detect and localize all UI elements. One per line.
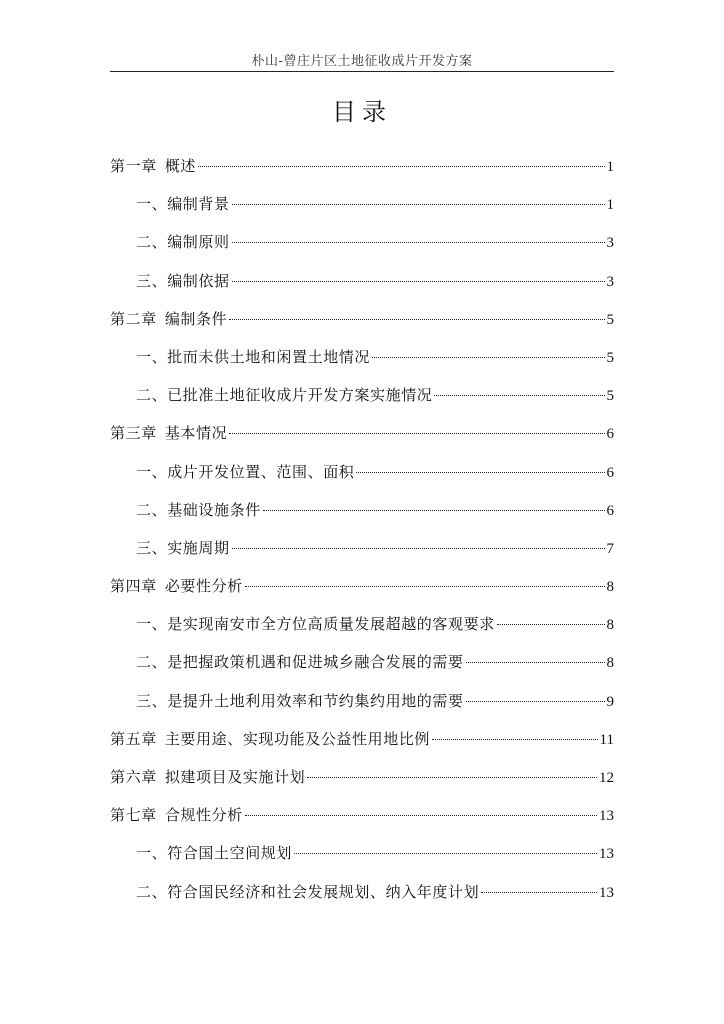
toc-entry-label	[136, 227, 230, 257]
toc-section-entry[interactable]	[110, 342, 614, 380]
running-header: 朴山-曾庄片区土地征收成片开发方案	[251, 54, 473, 69]
toc-section-entry[interactable]	[110, 533, 614, 571]
toc-entry-label	[136, 495, 261, 525]
toc-page-number: 8	[606, 579, 614, 596]
toc-entry-title: 基本情况	[164, 424, 228, 443]
toc-dot-leader	[245, 815, 597, 816]
toc-chapter-entry[interactable]	[110, 571, 614, 609]
toc-chapter-entry[interactable]	[110, 151, 614, 189]
toc-dot-leader	[466, 662, 605, 663]
toc-chapter-entry[interactable]	[110, 800, 614, 838]
toc-entry-label	[110, 724, 430, 754]
toc-page-number: 9	[606, 693, 614, 710]
toc-entry-title: 合规性分析	[164, 806, 243, 825]
toc-chapter-entry[interactable]	[110, 724, 614, 762]
toc-chapter-number: 第四章	[110, 577, 157, 596]
toc-entry-title: 必要性分析	[164, 577, 243, 596]
toc-page-number: 13	[599, 884, 614, 901]
toc-entry-label	[110, 800, 243, 830]
toc-entry-label	[136, 686, 464, 716]
toc-page-number: 11	[599, 731, 614, 748]
toc-dot-leader	[198, 166, 604, 167]
toc-chapter-entry[interactable]	[110, 762, 614, 800]
toc-entry-title: 二、是把握政策机遇和促进城乡融合发展的需要	[136, 653, 464, 672]
toc-dot-leader	[232, 548, 605, 549]
toc-entry-label	[136, 266, 230, 296]
toc-dot-leader	[229, 433, 604, 434]
toc-entry-title: 三、实施周期	[136, 538, 230, 557]
toc-dot-leader	[481, 892, 597, 893]
toc-entry-label	[110, 571, 243, 601]
toc-entry-title: 二、已批准土地征收成片开发方案实施情况	[136, 386, 433, 405]
toc-section-entry[interactable]	[110, 877, 614, 915]
header-rule	[110, 71, 614, 72]
toc-dot-leader	[263, 510, 605, 511]
toc-section-entry[interactable]	[110, 495, 614, 533]
toc-dot-leader	[497, 624, 605, 625]
toc-page-number: 6	[606, 502, 614, 519]
toc-chapter-entry[interactable]	[110, 304, 614, 342]
toc-dot-leader	[232, 204, 605, 205]
toc-section-entry[interactable]	[110, 838, 614, 876]
toc-chapter-number: 第一章	[110, 157, 157, 175]
toc-entry-label	[110, 762, 305, 792]
toc-entry-title: 一、编制背景	[136, 195, 230, 214]
toc-chapter-number: 第五章	[110, 729, 157, 748]
toc-chapter-number: 第三章	[110, 424, 157, 443]
toc-page-number: 6	[606, 464, 614, 481]
toc-chapter-number: 第七章	[110, 806, 157, 825]
toc-entry-title: 三、编制依据	[136, 271, 230, 290]
toc-dot-leader	[372, 357, 604, 358]
toc-page-number: 6	[606, 426, 614, 443]
toc-page-number: 1	[606, 197, 614, 214]
toc-entry-title: 二、基础设施条件	[136, 500, 261, 519]
toc-entry-title: 概述	[164, 157, 197, 175]
toc-dot-leader	[245, 586, 605, 587]
toc-page-number: 8	[606, 617, 614, 634]
toc-page-number: 3	[606, 235, 614, 252]
toc-chapter-number: 第二章	[110, 309, 157, 328]
toc-dot-leader	[356, 472, 604, 473]
toc-page-number: 5	[606, 388, 614, 405]
toc-section-entry[interactable]	[110, 380, 614, 418]
toc-page-number: 5	[606, 311, 614, 328]
toc-entry-label	[136, 838, 292, 868]
toc-entry-label	[110, 151, 196, 181]
toc-entry-label	[136, 647, 464, 677]
toc-entry-title: 一、是实现南安市全方位高质量发展超越的客观要求	[136, 615, 495, 634]
toc-page-number: 5	[606, 349, 614, 366]
toc-entry-title: 一、批而未供土地和闲置土地情况	[136, 347, 371, 366]
toc-entry-title: 二、符合国民经济和社会发展规划、纳入年度计划	[136, 882, 480, 901]
table-of-contents	[110, 151, 614, 915]
toc-entry-title: 一、成片开发位置、范围、面积	[136, 462, 355, 481]
toc-entry-title: 二、编制原则	[136, 233, 230, 252]
toc-entry-title: 编制条件	[164, 309, 228, 328]
toc-page-number: 12	[599, 770, 614, 786]
toc-section-entry[interactable]	[110, 189, 614, 227]
toc-page-number: 1	[606, 159, 614, 175]
toc-dot-leader	[232, 242, 605, 243]
toc-section-entry[interactable]	[110, 227, 614, 265]
toc-page-number: 8	[606, 655, 614, 672]
toc-page-number: 7	[606, 540, 614, 557]
toc-entry-label	[110, 304, 227, 334]
toc-dot-leader	[294, 853, 597, 854]
toc-entry-title: 拟建项目及实施计划	[164, 768, 306, 786]
toc-dot-leader	[466, 701, 605, 702]
toc-entry-label	[136, 533, 230, 563]
toc-chapter-number: 第六章	[110, 768, 157, 786]
toc-entry-label	[110, 418, 227, 448]
toc-entry-label	[136, 877, 479, 907]
toc-entry-label	[136, 457, 354, 487]
toc-entry-label	[136, 380, 432, 410]
toc-entry-title: 主要用途、实现功能及公益性用地比例	[164, 729, 431, 748]
toc-dot-leader	[307, 777, 597, 778]
toc-section-entry[interactable]	[110, 686, 614, 724]
toc-chapter-entry[interactable]	[110, 418, 614, 456]
toc-dot-leader	[434, 395, 604, 396]
toc-page-number: 13	[599, 846, 614, 863]
toc-dot-leader	[232, 281, 605, 282]
toc-dot-leader	[229, 319, 604, 320]
toc-entry-label	[136, 342, 370, 372]
toc-entry-label	[136, 609, 495, 639]
toc-entry-title: 一、符合国土空间规划	[136, 844, 293, 863]
toc-entry-title: 三、是提升土地利用效率和节约集约用地的需要	[136, 691, 464, 710]
toc-section-entry[interactable]	[110, 609, 614, 647]
toc-section-entry[interactable]	[110, 457, 614, 495]
toc-page-number: 3	[606, 273, 614, 290]
toc-entry-label	[136, 189, 230, 219]
page-title: 目录	[332, 98, 392, 126]
toc-page-number: 13	[599, 808, 614, 825]
toc-dot-leader	[432, 739, 598, 740]
toc-section-entry[interactable]	[110, 266, 614, 304]
toc-section-entry[interactable]	[110, 647, 614, 685]
